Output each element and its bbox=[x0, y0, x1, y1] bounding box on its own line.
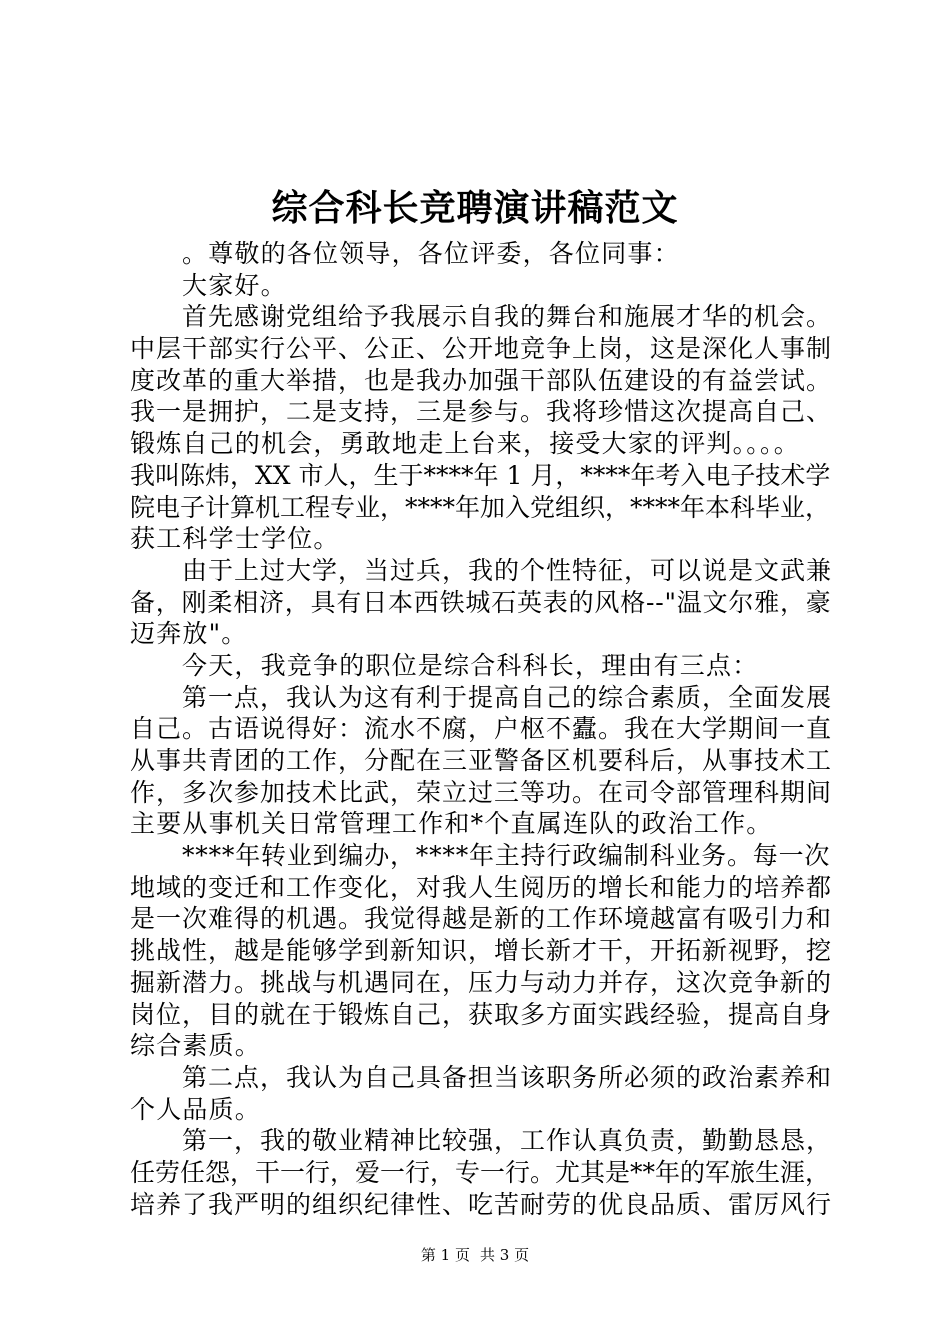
body-line: 从事共青团的工作，分配在三亚警备区机要科后，从事技术工 bbox=[130, 746, 833, 775]
document-title: 综合科长竞聘演讲稿范文 bbox=[271, 187, 679, 229]
body-line: 由于上过大学，当过兵，我的个性特征，可以说是文武兼 bbox=[182, 555, 833, 585]
page-footer bbox=[0, 1245, 950, 1265]
body-line: 掘新潜力。挑战与机遇同在，压力与动力并存，这次竞争新的 bbox=[130, 967, 833, 997]
body-line: 综合素质。 bbox=[130, 1031, 262, 1061]
body-line: 第一点，我认为这有利于提高自己的综合素质，全面发展 bbox=[182, 682, 833, 712]
body-line: 迈奔放"。 bbox=[130, 619, 248, 649]
body-line: 度改革的重大举措，也是我办加强干部队伍建设的有益尝试。 bbox=[130, 365, 833, 395]
body-line: 作，多次参加技术比武，荣立过三等功。在司令部管理科期间 bbox=[130, 777, 833, 807]
document-body bbox=[130, 238, 834, 1220]
page-number: 第 1 页 bbox=[420, 1246, 470, 1264]
body-line: 地域的变迁和工作变化，对我人生阅历的增长和能力的培养都 bbox=[130, 872, 833, 902]
body-line: 任劳任怨，干一行，爱一行，专一行。尤其是**年的军旅生涯， bbox=[130, 1157, 831, 1187]
body-line: 培养了我严明的组织纪律性、吃苦耐劳的优良品质、雷厉风行 bbox=[130, 1189, 833, 1219]
body-line: 今天，我竞争的职位是综合科科长，理由有三点： bbox=[182, 650, 759, 680]
body-line: 大家好。 bbox=[182, 270, 287, 300]
body-line: 备，刚柔相济，具有日本西铁城石英表的风格--"温文尔雅，豪 bbox=[130, 587, 832, 617]
body-line: 第一，我的敬业精神比较强，工作认真负责，勤勤恳恳， bbox=[182, 1126, 833, 1156]
body-line: 锻炼自己的机会，勇敢地走上台来，接受大家的评判。。。。 bbox=[130, 429, 800, 459]
body-line: 个人品质。 bbox=[130, 1094, 262, 1124]
body-line: 中层干部实行公平、公正、公开地竞争上岗，这是深化人事制 bbox=[130, 334, 833, 364]
body-line: ****年转业到编办，****年主持行政编制科业务。每一次 bbox=[182, 841, 831, 871]
body-line: 第二点，我认为自己具备担当该职务所必须的政治素养和 bbox=[182, 1062, 833, 1092]
page-total: 共 3 页 bbox=[480, 1246, 530, 1264]
body-line: 挑战性，越是能够学到新知识，增长新才干，开拓新视野，挖 bbox=[130, 936, 833, 966]
body-line: 是一次难得的机遇。我觉得越是新的工作环境越富有吸引力和 bbox=[130, 904, 833, 934]
body-line: 我一是拥护，二是支持，三是参与。我将珍惜这次提高自己、 bbox=[130, 397, 833, 427]
body-line: 首先感谢党组给予我展示自我的舞台和施展才华的机会。 bbox=[182, 302, 833, 332]
body-line: 我叫陈炜，XX 市人，生于****年 1 月，****年考入电子技术学 bbox=[130, 460, 831, 490]
body-line: 岗位，目的就在于锻炼自己，获取多方面实践经验，提高自身 bbox=[130, 999, 833, 1029]
body-line: 获工科学士学位。 bbox=[130, 524, 340, 554]
body-line: 院电子计算机工程专业，****年加入党组织，****年本科毕业， bbox=[130, 492, 831, 522]
body-line: 主要从事机关日常管理工作和*个直属连队的政治工作。 bbox=[130, 809, 773, 839]
body-line: 。尊敬的各位领导，各位评委，各位同事： bbox=[182, 239, 680, 268]
body-line: 自己。古语说得好：流水不腐，户枢不蠹。我在大学期间一直 bbox=[130, 714, 833, 744]
